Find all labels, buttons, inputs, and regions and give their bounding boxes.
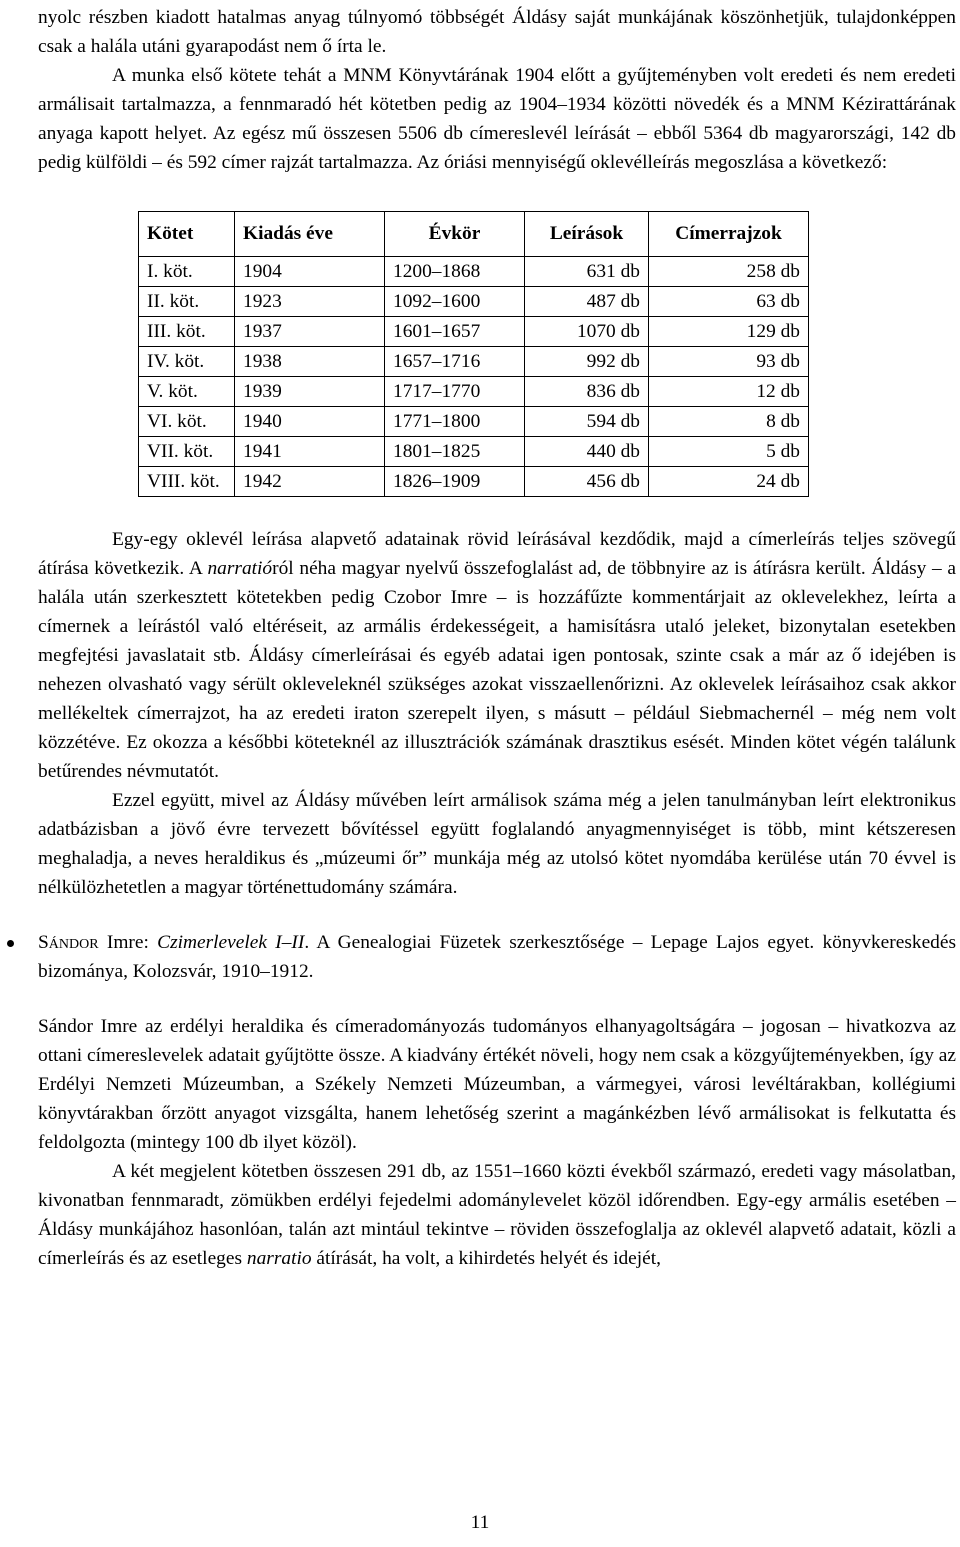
- paragraph-6-part-a: A két megjelent kötetben összesen 291 db, az 1551–1660 közti évekből származó, eredeti vagy másolatban, kivonatban fennmaradt, zömükben erdélyi fejedelmi adománylevelet közöl időrendben. Egy-egy armális esetében – Áldásy munkájához hasonlóan, talán azt mintául tekintve – röviden összefoglalja az oklevél alapvető adatait, közli a címerleírás és az esetleges: [38, 1161, 956, 1269]
- paragraph-2: A munka első kötete tehát a MNM Könyvtárának 1904 előtt a gyűjteményben volt eredeti és nem eredeti armálisait tartalmazza, a fennmaradó hét kötetben pedig az 1904–1934 közötti növedék és a MNM Kézirattárának anyaga kapott helyet. Az egész mű összesen 5506 db címereslevél leírását – ebből 5364 db magyarországi, 142 db pedig külföldi – és 592 címer rajzát tartalmazza. Az óriási mennyiségű oklevélleírás megoszlása a következő:: [38, 65, 956, 173]
- cell-drawings: 258 db: [649, 257, 809, 287]
- page-number: 11: [470, 1512, 490, 1533]
- cell-descriptions: 456 db: [525, 467, 649, 497]
- cell-volume: VIII. köt.: [139, 467, 235, 497]
- paragraph-4: Ezzel együtt, mivel az Áldásy művében leírt armálisok száma még a jelen tanulmányban leírt elektronikus adatbázisban a jövő évre tervezett bővítéssel együtt foglalandó anyagmennyiséget is több, mint kétszeresen meghaladja, a neves heraldikus és „múzeumi őr” munkája még az utolsó kötet nyomdába kerülése után 70 évvel is nélkülözhetetlen a magyar történettudomány számára.: [38, 790, 956, 898]
- cell-descriptions: 594 db: [525, 407, 649, 437]
- cell-drawings: 5 db: [649, 437, 809, 467]
- cell-period: 1601–1657: [385, 317, 525, 347]
- cell-year: 1938: [235, 347, 385, 377]
- paragraph-1: nyolc részben kiadott hatalmas anyag túlnyomó többségét Áldásy saját munkájának köszönhetjük, tulajdonképpen csak a halála utáni gyarapodást nem ő írta le.: [38, 7, 956, 57]
- paragraph-6: [38, 1157, 956, 1273]
- cell-period: 1801–1825: [385, 437, 525, 467]
- header-kiadas-eve: Kiadás éve: [235, 212, 385, 257]
- cell-drawings: 8 db: [649, 407, 809, 437]
- cell-period: 1657–1716: [385, 347, 525, 377]
- cell-year: 1942: [235, 467, 385, 497]
- table-row: [139, 347, 809, 377]
- bullet-icon: [7, 940, 14, 947]
- table-row: [139, 377, 809, 407]
- cell-volume: V. köt.: [139, 377, 235, 407]
- bibliography-rest: . A Genealogiai Füzetek szerkesztősége – Lepage Lajos egyet. könyvkereskedés bizománya, Kolozsvár, 1910–1912.: [38, 932, 957, 982]
- paragraph-6-italic: narratio: [246, 1248, 312, 1269]
- paragraph-3-part-a: Egy-egy oklevél leírása alapvető adatainak rövid leírásával kezdődik, majd a címerleírás teljes szövegű átírása következik. A: [38, 529, 956, 579]
- volumes-table: [138, 211, 809, 497]
- cell-period: 1717–1770: [385, 377, 525, 407]
- cell-drawings: 24 db: [649, 467, 809, 497]
- bibliography-entry: [38, 928, 956, 986]
- cell-year: 1941: [235, 437, 385, 467]
- cell-volume: I. köt.: [139, 257, 235, 287]
- cell-period: 1092–1600: [385, 287, 525, 317]
- table-header-row: [139, 212, 809, 257]
- cell-year: 1937: [235, 317, 385, 347]
- cell-year: 1904: [235, 257, 385, 287]
- cell-period: 1200–1868: [385, 257, 525, 287]
- table-row: [139, 407, 809, 437]
- cell-descriptions: 631 db: [525, 257, 649, 287]
- cell-drawings: 63 db: [649, 287, 809, 317]
- cell-drawings: 12 db: [649, 377, 809, 407]
- table-row: [139, 437, 809, 467]
- cell-descriptions: 487 db: [525, 287, 649, 317]
- cell-volume: VII. köt.: [139, 437, 235, 467]
- bibliography-author-surname: Sándor: [38, 932, 99, 953]
- cell-year: 1923: [235, 287, 385, 317]
- cell-year: 1940: [235, 407, 385, 437]
- cell-descriptions: 1070 db: [525, 317, 649, 347]
- cell-descriptions: 440 db: [525, 437, 649, 467]
- header-kotet: Kötet: [139, 212, 235, 257]
- paragraph-3-part-b: ról néha magyar nyelvű összefoglalást ad, de többnyire az is átírásra került. Áldásy – a halála után szerkesztett kötetekben pedig Czobor Imre – is hozzáfűzte kommentárjait az oklevelekhez, leírta a címernek a leírástól való eltéréseit, az armális érdekességeit, a hamisításra utaló jeleket, bizonytalan esetekben megfejtési javaslatait stb. Áldásy címerleírásai és egyéb adatai igen pontosak, szinte csak a már az ő idejében is nehezen olvasható vagy sérült okleveleknél szükséges azokat visszaellenőrizni. Az oklevelek leírásaihoz csak akkor mellékeltek címerrajzot, ha az eredeti iraton szerepelt ilyen, s másutt – például Siebmachernél – még nem volt közzétéve. Ez okozza a későbbi köteteknél az illusztrációk számának drasztikus esését. Minden kötet végén találunk betűrendes névmutatót.: [38, 558, 957, 782]
- cell-volume: VI. köt.: [139, 407, 235, 437]
- header-evkor: Évkör: [385, 212, 525, 257]
- paragraph-6-part-b: átírását, ha volt, a kihirdetés helyét és idejét,: [311, 1248, 661, 1269]
- cell-drawings: 93 db: [649, 347, 809, 377]
- table-row: [139, 287, 809, 317]
- table-row: [139, 467, 809, 497]
- cell-volume: III. köt.: [139, 317, 235, 347]
- cell-volume: II. köt.: [139, 287, 235, 317]
- cell-drawings: 129 db: [649, 317, 809, 347]
- document-page: [38, 3, 956, 1273]
- header-leirasok: Leírások: [525, 212, 649, 257]
- bibliography-text: [38, 928, 956, 986]
- paragraph-3: [38, 525, 956, 786]
- table-row: [139, 317, 809, 347]
- cell-year: 1939: [235, 377, 385, 407]
- paragraph-5: Sándor Imre az erdélyi heraldika és címeradományozás tudományos elhanyagoltságára – jogosan – hivatkozva az ottani címereslevelek adatait gyűjtötte össze. A kiadvány értékét növeli, hogy nem csak a közgyűjteményekben, így az Erdélyi Nemzeti Múzeumban, a Székely Nemzeti Múzeumban, a vármegyei, városi levéltárakban, kollégiumi könyvtárakban őrzött anyagot vizsgálta, hanem lehetőség szerint a magánkézben lévő armálisokat is felkutatta és feldolgozta (mintegy 100 db ilyet közöl).: [38, 1016, 956, 1153]
- cell-descriptions: 992 db: [525, 347, 649, 377]
- cell-volume: IV. köt.: [139, 347, 235, 377]
- cell-descriptions: 836 db: [525, 377, 649, 407]
- cell-period: 1771–1800: [385, 407, 525, 437]
- header-cimerrajzok: Címerrajzok: [649, 212, 809, 257]
- bibliography-title: Czimerlevelek I–II: [157, 932, 305, 953]
- table-row: [139, 257, 809, 287]
- paragraph-3-italic: narratió: [207, 558, 273, 579]
- cell-period: 1826–1909: [385, 467, 525, 497]
- bibliography-author-rest: Imre:: [98, 932, 158, 953]
- volumes-table-wrapper: [138, 211, 956, 497]
